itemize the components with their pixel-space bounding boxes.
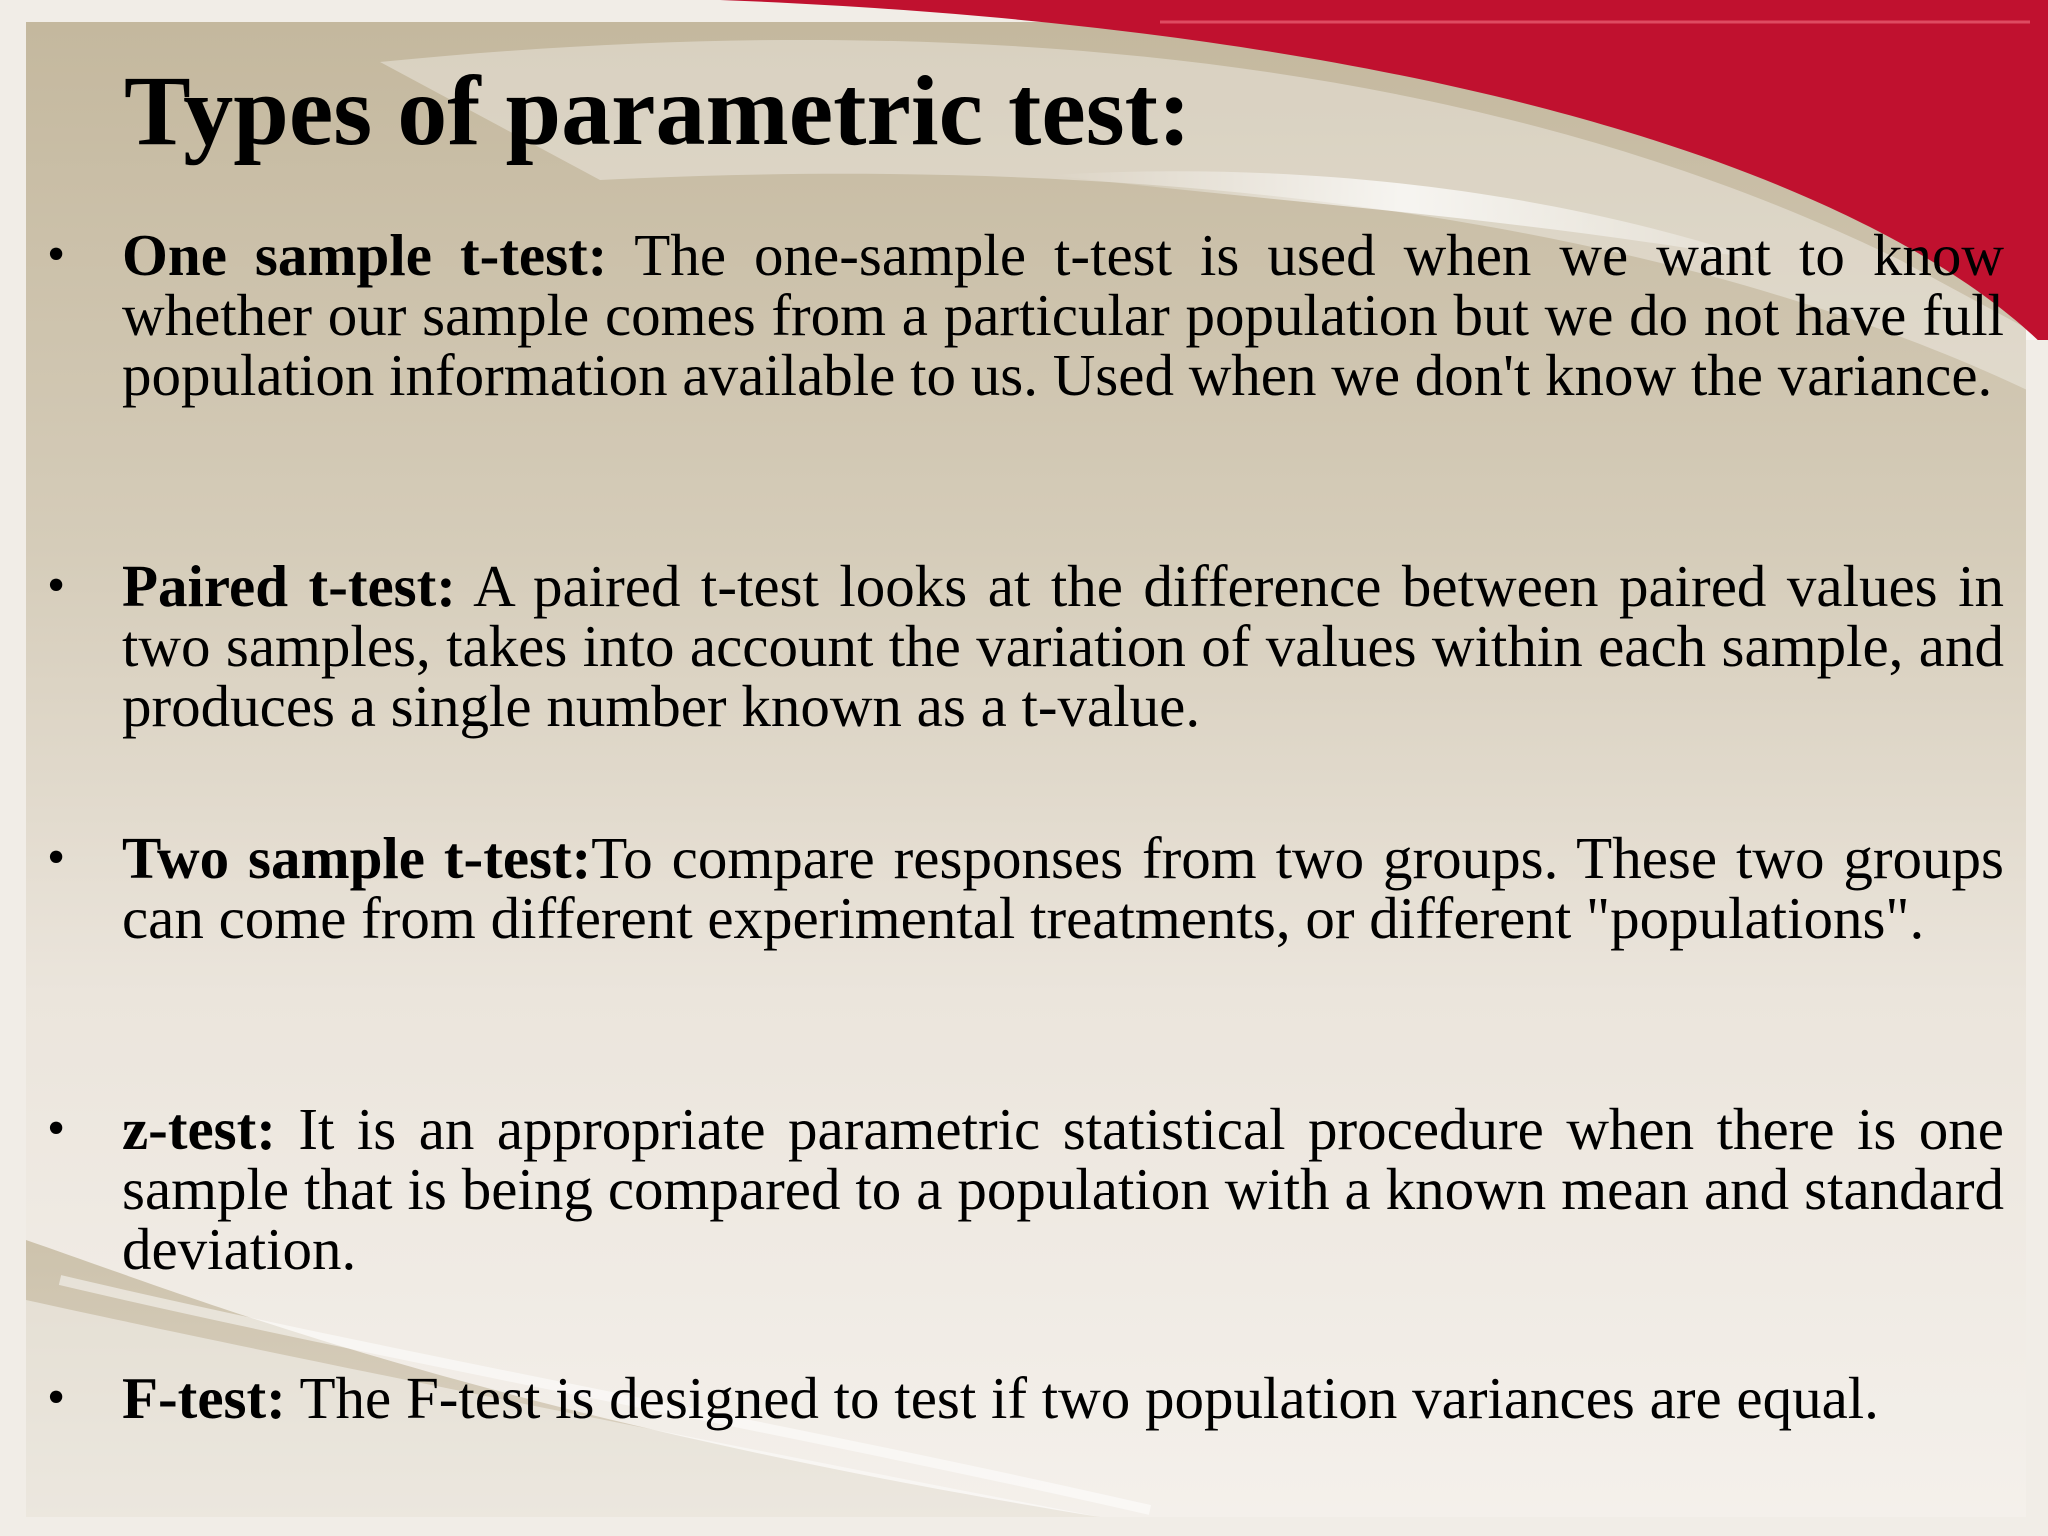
bullet-term: Two sample t-test: xyxy=(122,825,592,891)
bullet-icon: • xyxy=(47,829,66,886)
right-frame-strip xyxy=(2026,340,2048,1536)
bullet-term: One sample t-test: xyxy=(122,222,608,288)
bullet-term: z-test: xyxy=(122,1096,276,1162)
bullet-text: The one-sample t-test is used when we want to know whether our sample comes from a particular population but we do not have full population information available to us. Used when we don't know the variance. xyxy=(122,222,2004,408)
bullet-item-z-test xyxy=(47,1096,2004,1282)
slide-title: Types of parametric test: xyxy=(124,55,1192,166)
left-frame-strip xyxy=(0,0,26,1536)
bottom-frame-strip xyxy=(0,1517,2048,1536)
bullet-text: It is an appropriate parametric statistical procedure when there is one sample that is being compared to a population with a known mean and standard deviation. xyxy=(122,1096,2004,1282)
bullet-icon: • xyxy=(47,1369,66,1426)
bullet-item-paired-t-test xyxy=(47,553,2004,739)
bullet-text: The F-test is designed to test if two population variances are equal. xyxy=(285,1365,1879,1431)
bullet-icon: • xyxy=(47,557,66,614)
bullet-item-two-sample-t-test xyxy=(47,825,2004,951)
bullet-text: To compare responses from two groups. These two groups can come from different experimental treatments, or different "populations". xyxy=(122,825,2004,951)
bullet-term: F-test: xyxy=(122,1365,286,1431)
bullet-item-one-sample-t-test xyxy=(47,222,2004,408)
bullet-item-f-test xyxy=(47,1365,2004,1431)
bullet-icon: • xyxy=(47,1100,66,1157)
bullet-icon: • xyxy=(47,226,66,283)
bullet-text: A paired t-test looks at the difference between paired values in two samples, takes into account the variation of values within each sample, and produces a single number known as a t-value. xyxy=(122,553,2004,739)
bullet-term: Paired t-test: xyxy=(122,553,456,619)
